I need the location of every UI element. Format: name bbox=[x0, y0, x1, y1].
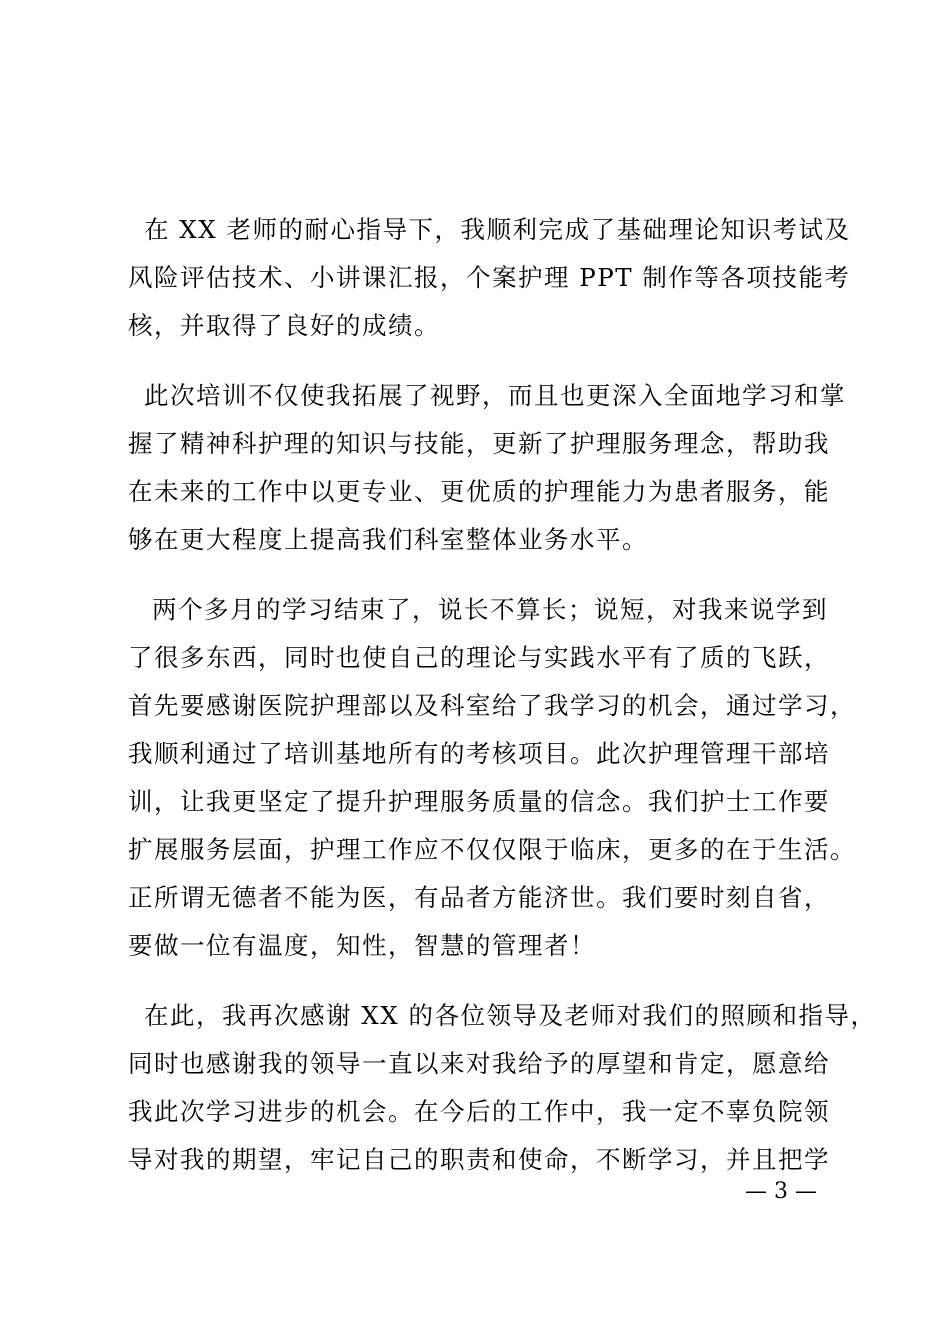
paragraph-2-line-3: 在未来的工作中以更专业、更优质的护理能力为患者服务，能 bbox=[128, 477, 830, 506]
paragraph-3-line-4: 我顺利通过了培训基地所有的考核项目。此次护理管理干部培 bbox=[128, 739, 830, 768]
paragraph-3-line-5: 训，让我更坚定了提升护理服务质量的信念。我们护士工作要 bbox=[128, 787, 830, 816]
paragraph-3-line-8: 要做一位有温度，知性，智慧的管理者！ bbox=[128, 931, 596, 960]
paragraph-2-line-2: 握了精神科护理的知识与技能，更新了护理服务理念，帮助我 bbox=[128, 429, 830, 458]
paragraph-1-line-2: 风险评估技术、小讲课汇报，个案护理 PPT 制作等各项技能考 bbox=[128, 263, 851, 292]
paragraph-2-line-1: 此次培训不仅使我拓展了视野，而且也更深入全面地学习和掌 bbox=[144, 381, 846, 410]
paragraph-4-line-3: 我此次学习进步的机会。在今后的工作中，我一定不辜负院领 bbox=[128, 1097, 830, 1126]
paragraph-4-line-4: 导对我的期望，牢记自己的职责和使命，不断学习，并且把学 bbox=[128, 1145, 830, 1174]
paragraph-1-line-1: 在 XX 老师的耐心指导下，我顺利完成了基础理论知识考试及 bbox=[144, 215, 851, 244]
paragraph-2-line-4: 够在更大程度上提高我们科室整体业务水平。 bbox=[128, 525, 648, 554]
paragraph-1-line-3: 核，并取得了良好的成绩。 bbox=[128, 311, 440, 340]
paragraph-3-line-7: 正所谓无德者不能为医，有品者方能济世。我们要时刻自省， bbox=[128, 883, 830, 912]
paragraph-4-line-2: 同时也感谢我的领导一直以来对我给予的厚望和肯定，愿意给 bbox=[128, 1049, 830, 1078]
page-number: — 3 — bbox=[745, 1179, 817, 1204]
paragraph-3-line-1: 两个多月的学习结束了，说长不算长；说短，对我来说学到 bbox=[152, 595, 828, 624]
paragraph-3-line-3: 首先要感谢医院护理部以及科室给了我学习的机会，通过学习， bbox=[128, 691, 856, 720]
paragraph-4-line-1: 在此，我再次感谢 XX 的各位领导及老师对我们的照顾和指导， bbox=[144, 1001, 877, 1030]
paragraph-3-line-6: 扩展服务层面，护理工作应不仅仅限于临床，更多的在于生活。 bbox=[128, 835, 856, 864]
paragraph-3-line-2: 了很多东西，同时也使自己的理论与实践水平有了质的飞跃， bbox=[128, 643, 830, 672]
